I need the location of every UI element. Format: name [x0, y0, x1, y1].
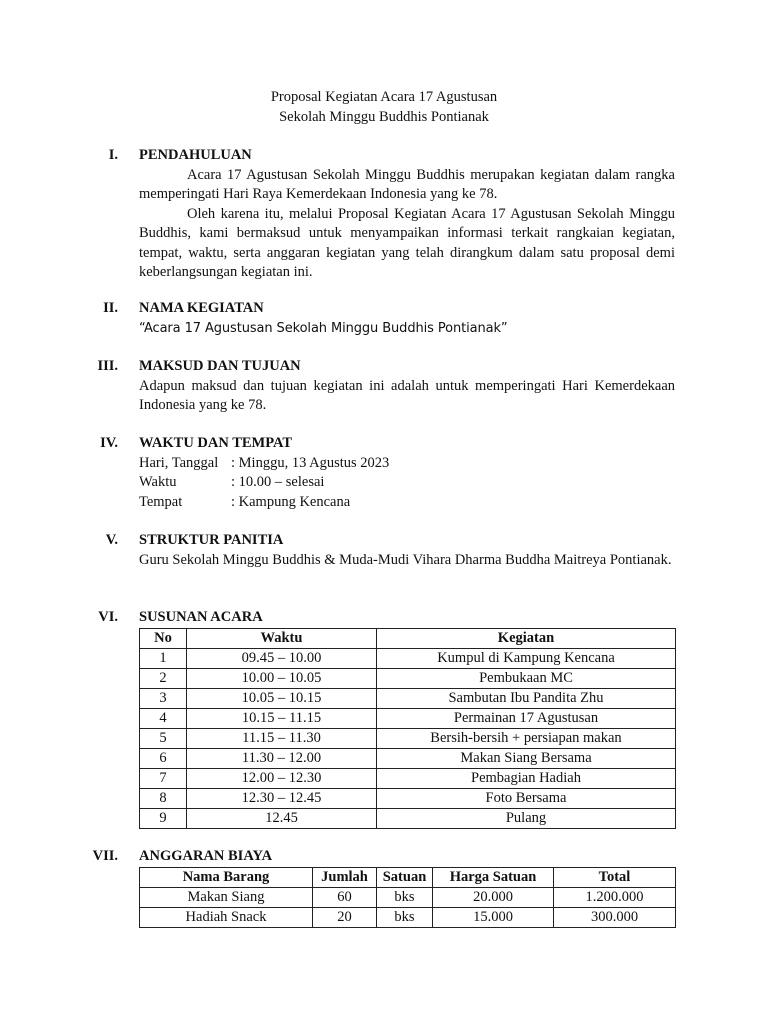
- section-number: VII.: [92, 848, 118, 864]
- table-cell: 4: [140, 708, 187, 728]
- table-row: [140, 708, 676, 728]
- table-cell: 3: [140, 688, 187, 708]
- table-cell: 9: [140, 808, 187, 828]
- table-row: [140, 668, 676, 688]
- table-cell: Makan Siang: [140, 887, 313, 907]
- table-row: [140, 788, 676, 808]
- table-row: [140, 887, 676, 907]
- table-cell: Sambutan Ibu Pandita Zhu: [377, 688, 676, 708]
- table-cell: 12.45: [187, 808, 377, 828]
- paragraph-2: Oleh karena itu, melalui Proposal Kegiatan Acara 17 Agustusan Sekolah Minggu Buddhis, kami bermaksud untuk menyampaikan informasi terkait rangkaian kegiatan, tempat, waktu, serta anggaran kegiatan yang telah dirangkum dalam satu proposal demi keberlangsungan kegiatan ini.: [139, 205, 675, 280]
- table-row: [140, 688, 676, 708]
- table-cell: 60: [313, 887, 377, 907]
- section-heading: WAKTU DAN TEMPAT: [139, 435, 293, 451]
- purpose-text: Adapun maksud dan tujuan kegiatan ini adalah untuk memperingati Hari Kemerdekaan Indonesia yang ke 78.: [139, 377, 675, 413]
- section-number: III.: [97, 358, 118, 374]
- table-cell: Hadiah Snack: [140, 907, 313, 927]
- event-name: “Acara 17 Agustusan Sekolah Minggu Buddhis Pontianak”: [139, 320, 508, 336]
- table-cell: Foto Bersama: [377, 788, 676, 808]
- table-row: [140, 648, 676, 668]
- section-heading: STRUKTUR PANITIA: [139, 532, 284, 548]
- table-cell: 09.45 – 10.00: [187, 648, 377, 668]
- table-cell: 10.05 – 10.15: [187, 688, 377, 708]
- table-cell: 8: [140, 788, 187, 808]
- table-cell: Kumpul di Kampung Kencana: [377, 648, 676, 668]
- detail-row-place: [139, 493, 675, 513]
- table-row: [140, 748, 676, 768]
- detail-label: Tempat: [139, 493, 183, 510]
- column-header: Kegiatan: [377, 628, 676, 648]
- detail-value: : Minggu, 13 Agustus 2023: [231, 454, 390, 471]
- title-line-1: Proposal Kegiatan Acara 17 Agustusan: [270, 89, 498, 105]
- table-cell: 20: [313, 907, 377, 927]
- table-cell: bks: [377, 887, 433, 907]
- table-cell: 12.30 – 12.45: [187, 788, 377, 808]
- detail-value: : 10.00 – selesai: [231, 474, 325, 490]
- detail-label: Waktu: [139, 474, 177, 490]
- table-cell: 10.00 – 10.05: [187, 668, 377, 688]
- section-heading: NAMA KEGIATAN: [139, 300, 264, 316]
- detail-row-date: [139, 454, 675, 474]
- table-cell: 10.15 – 11.15: [187, 708, 377, 728]
- detail-row-time: [139, 473, 675, 493]
- table-cell: bks: [377, 907, 433, 927]
- committee-text: Guru Sekolah Minggu Buddhis & Muda-Mudi Vihara Dharma Buddha Maitreya Pontianak.: [139, 551, 672, 568]
- section-heading: ANGGARAN BIAYA: [139, 848, 273, 864]
- table-row: [140, 808, 676, 828]
- table-row: [140, 907, 676, 927]
- table-header-row: [140, 628, 676, 648]
- budget-table: [139, 867, 676, 928]
- table-cell: 1: [140, 648, 187, 668]
- detail-label: Hari, Tanggal: [139, 454, 219, 471]
- table-cell: 12.00 – 12.30: [187, 768, 377, 788]
- table-cell: Permainan 17 Agustusan: [377, 708, 676, 728]
- column-header: Waktu: [187, 628, 377, 648]
- section-number: I.: [108, 147, 118, 163]
- table-row: [140, 768, 676, 788]
- column-header: No: [140, 628, 187, 648]
- paragraph-1: Acara 17 Agustusan Sekolah Minggu Buddhis merupakan kegiatan dalam rangka memperingati Hari Raya Kemerdekaan Indonesia yang ke 78.: [139, 166, 675, 202]
- table-cell: Pembukaan MC: [377, 668, 676, 688]
- table-cell: 5: [140, 728, 187, 748]
- table-header-row: [140, 867, 676, 887]
- table-cell: Makan Siang Bersama: [377, 748, 676, 768]
- table-cell: 11.30 – 12.00: [187, 748, 377, 768]
- section-number: IV.: [100, 435, 118, 451]
- schedule-table: [139, 628, 676, 829]
- table-cell: 20.000: [433, 887, 554, 907]
- document-title: [0, 88, 768, 127]
- table-cell: 6: [140, 748, 187, 768]
- column-header: Jumlah: [313, 867, 377, 887]
- table-cell: 300.000: [554, 907, 676, 927]
- column-header: Harga Satuan: [433, 867, 554, 887]
- table-cell: 11.15 – 11.30: [187, 728, 377, 748]
- section-number: II.: [103, 300, 118, 316]
- table-cell: Bersih-bersih + persiapan makan: [377, 728, 676, 748]
- table-row: [140, 728, 676, 748]
- detail-value: : Kampung Kencana: [231, 493, 351, 510]
- section-number: VI.: [98, 609, 118, 625]
- section-number: V.: [105, 532, 118, 548]
- column-header: Satuan: [377, 867, 433, 887]
- column-header: Total: [554, 867, 676, 887]
- title-line-2: Sekolah Minggu Buddhis Pontianak: [279, 108, 489, 125]
- column-header: Nama Barang: [140, 867, 313, 887]
- table-cell: 2: [140, 668, 187, 688]
- section-heading: PENDAHULUAN: [139, 147, 252, 163]
- section-heading: MAKSUD DAN TUJUAN: [139, 358, 301, 374]
- table-cell: 7: [140, 768, 187, 788]
- table-cell: 15.000: [433, 907, 554, 927]
- table-cell: 1.200.000: [554, 887, 676, 907]
- section-heading: SUSUNAN ACARA: [139, 609, 263, 625]
- table-cell: Pembagian Hadiah: [377, 768, 676, 788]
- table-cell: Pulang: [377, 808, 676, 828]
